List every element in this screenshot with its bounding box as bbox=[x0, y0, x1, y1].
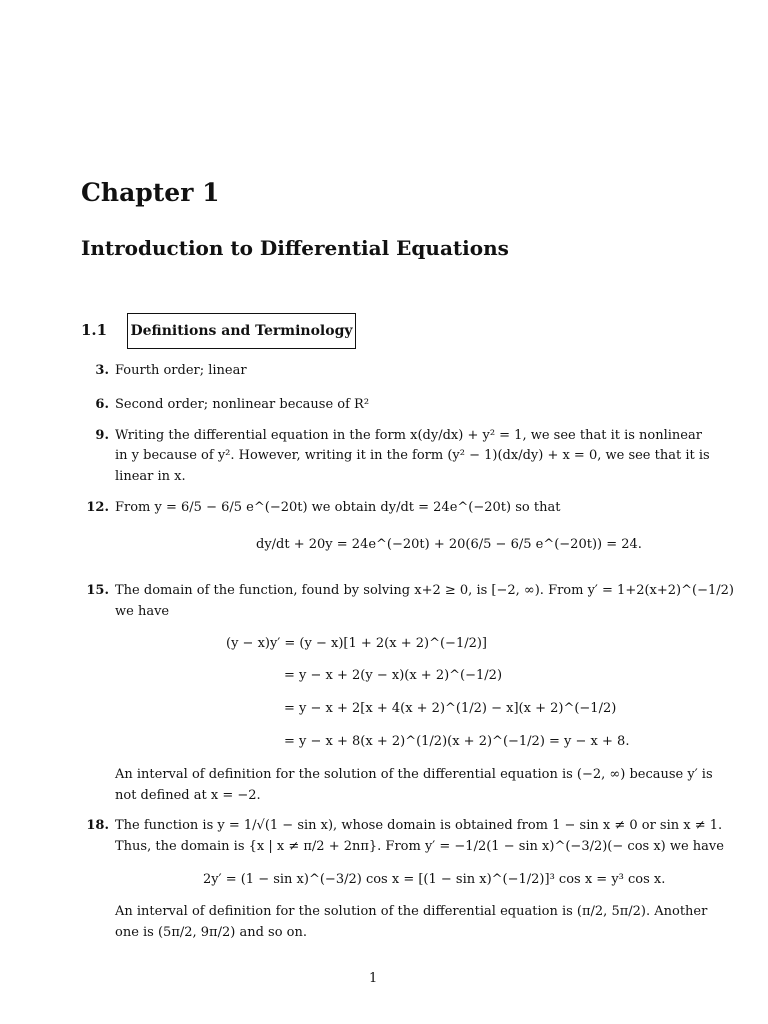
problem-18-after-1: An interval of definition for the solution of the differential equation is (π/2, 5π/2). Another bbox=[115, 904, 708, 919]
problem-3-number: 3. bbox=[95, 363, 109, 378]
problem-15-number: 15. bbox=[86, 583, 109, 598]
problem-15-eq-2: = y − x + 2(y − x)(x + 2)^(−1/2) bbox=[284, 668, 503, 683]
problem-15-eq-3: = y − x + 2[x + 4(x + 2)^(1/2) − x](x + 2)^(−1/2) bbox=[284, 701, 617, 716]
problem-15-after-2: not defined at x = −2. bbox=[115, 788, 261, 803]
section-title-box bbox=[127, 313, 356, 349]
problem-6-text: Second order; nonlinear because of R² bbox=[115, 397, 370, 412]
problem-15-after-1: An interval of definition for the solution of the differential equation is (−2, ∞) because y′ is bbox=[115, 767, 713, 782]
problem-18-line-1: The function is y = 1/√(1 − sin x), whose domain is obtained from 1 − sin x ≠ 0 or sin x ≠ 1. bbox=[115, 818, 723, 833]
problem-18-line-2: Thus, the domain is {x | x ≠ π/2 + 2nπ}. From y′ = −1/2(1 − sin x)^(−3/2)(− cos x) we have bbox=[115, 839, 724, 854]
page-number: 1 bbox=[369, 971, 378, 986]
problem-18-after-2: one is (5π/2, 9π/2) and so on. bbox=[115, 925, 307, 940]
problem-15-eq-4: = y − x + 8(x + 2)^(1/2)(x + 2)^(−1/2) = y − x + 8. bbox=[284, 734, 630, 749]
problem-12-line-1: From y = 6/5 − 6/5 e^(−20t) we obtain dy/dt = 24e^(−20t) so that bbox=[115, 500, 561, 515]
section-number: 1.1 bbox=[81, 321, 108, 339]
problem-15-line-2: we have bbox=[115, 604, 170, 619]
problem-18-equation: 2y′ = (1 − sin x)^(−3/2) cos x = [(1 − sin x)^(−1/2)]³ cos x = y³ cos x. bbox=[203, 872, 666, 887]
chapter-heading: Chapter 1 bbox=[81, 178, 220, 207]
problem-18-number: 18. bbox=[86, 818, 109, 833]
problem-9-line-2: in y because of y². However, writing it in the form (y² − 1)(dx/dy) + x = 0, we see that it is bbox=[115, 448, 710, 463]
problem-12-number: 12. bbox=[86, 500, 109, 515]
problem-6-number: 6. bbox=[95, 397, 109, 412]
problem-12-equation: dy/dt + 20y = 24e^(−20t) + 20(6/5 − 6/5 e^(−20t)) = 24. bbox=[256, 537, 642, 552]
problem-15-eq-1: (y − x)y′ = (y − x)[1 + 2(x + 2)^(−1/2)] bbox=[226, 636, 488, 651]
problem-9-line-1: Writing the differential equation in the form x(dy/dx) + y² = 1, we see that it is nonlinear bbox=[115, 428, 702, 443]
problem-15-line-1: The domain of the function, found by solving x+2 ≥ 0, is [−2, ∞). From y′ = 1+2(x+2)^(−1/2) bbox=[115, 583, 734, 598]
problem-9-line-3: linear in x. bbox=[115, 469, 186, 484]
section-title: Definitions and Terminology bbox=[130, 323, 353, 339]
problem-3-text: Fourth order; linear bbox=[115, 363, 247, 378]
problem-9-number: 9. bbox=[95, 428, 109, 443]
chapter-title: Introduction to Differential Equations bbox=[81, 236, 509, 260]
